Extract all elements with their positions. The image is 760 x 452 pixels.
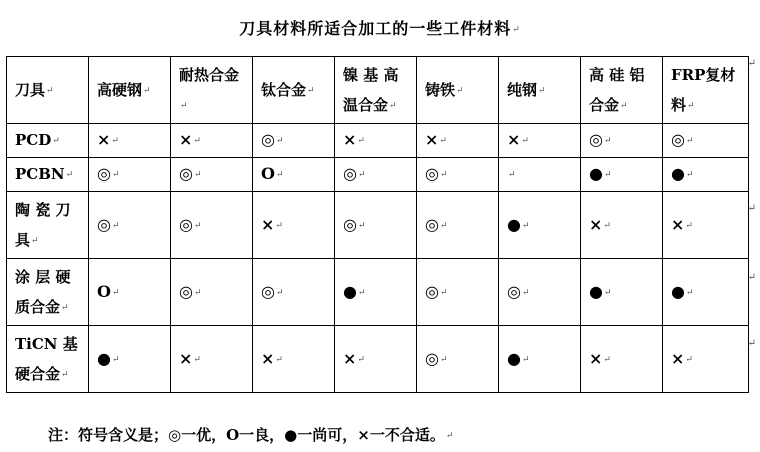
row-label: 陶 瓷 刀具↵ — [7, 192, 89, 259]
table-cell: ◎↵ — [335, 158, 417, 192]
row-end-mark: ↵ — [747, 203, 756, 214]
legend-note — [48, 424, 453, 445]
row-label: PCBN↵ — [7, 158, 89, 192]
header-cell: 刀具↵ — [7, 57, 89, 124]
table-cell: ◎↵ — [499, 259, 581, 326]
header-cell: 耐热合金↵ — [171, 57, 253, 124]
table-cell: ◎↵ — [171, 192, 253, 259]
table-cell: ◎↵ — [171, 158, 253, 192]
header-cell: 高硬钢↵ — [89, 57, 171, 124]
table-cell: ◎↵ — [581, 124, 663, 158]
table-cell: ◎↵ — [417, 192, 499, 259]
table-cell: ●↵ — [499, 326, 581, 393]
table-cell: ×↵ — [171, 124, 253, 158]
table-cell: ×↵ — [171, 326, 253, 393]
tool-material-table — [6, 56, 749, 393]
table-cell: ×↵ — [581, 192, 663, 259]
header-cell: 铸铁↵ — [417, 57, 499, 124]
table-cell: ◎↵ — [663, 124, 749, 158]
table-row — [7, 124, 749, 158]
table-row — [7, 326, 749, 393]
table-cell: ×↵ — [663, 326, 749, 393]
table-cell: ×↵ — [417, 124, 499, 158]
table-cell: ●↵ — [663, 158, 749, 192]
table-cell: ◎↵ — [417, 259, 499, 326]
row-end-mark: ↵ — [747, 272, 756, 283]
row-label: PCD↵ — [7, 124, 89, 158]
table-cell: ●↵ — [335, 259, 417, 326]
table-cell: ×↵ — [335, 124, 417, 158]
paragraph-mark: ↵ — [445, 431, 454, 441]
table-cell: ●↵ — [581, 158, 663, 192]
table-cell: ◎↵ — [89, 192, 171, 259]
table-cell: O↵ — [89, 259, 171, 326]
title-text: 刀具材料所适合加工的一些工件材料 — [239, 19, 512, 38]
table-cell: ◎↵ — [335, 192, 417, 259]
row-end-mark: ↵ — [747, 58, 756, 69]
row-label: TiCN 基硬合金↵ — [7, 326, 89, 393]
table-cell: ◎↵ — [417, 158, 499, 192]
note-text: 注：符号含义是；◎一优，O一良，●一尚可，×一不合适。 — [48, 426, 445, 444]
header-cell: 钛合金↵ — [253, 57, 335, 124]
table-cell: O↵ — [253, 158, 335, 192]
table-cell: ×↵ — [89, 124, 171, 158]
table-cell: ◎↵ — [253, 259, 335, 326]
table-row — [7, 192, 749, 259]
table-cell: ↵ — [499, 158, 581, 192]
header-cell: 纯钢↵ — [499, 57, 581, 124]
table-cell: ×↵ — [335, 326, 417, 393]
table-cell: ◎↵ — [89, 158, 171, 192]
table-cell: ×↵ — [499, 124, 581, 158]
table-cell: ×↵ — [663, 192, 749, 259]
table-cell: ◎↵ — [171, 259, 253, 326]
header-cell: FRP复材料↵ — [663, 57, 749, 124]
table-cell: ◎↵ — [253, 124, 335, 158]
table-cell: ◎↵ — [417, 326, 499, 393]
table-row — [7, 158, 749, 192]
table-header-row — [7, 57, 749, 124]
row-label: 涂 层 硬质合金↵ — [7, 259, 89, 326]
table-cell: ×↵ — [581, 326, 663, 393]
table-cell: ●↵ — [663, 259, 749, 326]
row-end-mark: ↵ — [747, 338, 756, 349]
paragraph-mark: ↵ — [512, 24, 521, 35]
header-cell: 高 硅 铝合金↵ — [581, 57, 663, 124]
table-cell: ×↵ — [253, 192, 335, 259]
header-cell: 镍 基 高温合金↵ — [335, 57, 417, 124]
table-cell: ×↵ — [253, 326, 335, 393]
table-cell: ●↵ — [89, 326, 171, 393]
page-title — [0, 16, 760, 39]
table-cell: ●↵ — [581, 259, 663, 326]
table-row — [7, 259, 749, 326]
table-cell: ●↵ — [499, 192, 581, 259]
